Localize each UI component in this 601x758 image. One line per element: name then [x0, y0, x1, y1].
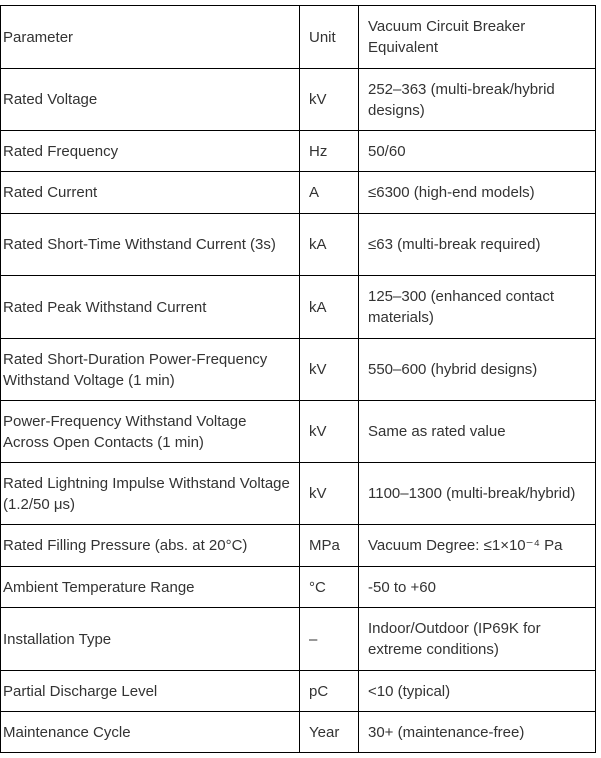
unit-cell: kV — [300, 69, 359, 131]
unit-cell: kV — [300, 463, 359, 525]
table-row — [1, 567, 596, 608]
value-cell: ≤63 (multi-break required) — [359, 214, 596, 276]
unit-cell: – — [300, 608, 359, 671]
unit-cell: kV — [300, 339, 359, 401]
parameter-cell: Power-Frequency Withstand Voltage Across Open Contacts (1 min) — [1, 401, 300, 463]
parameter-cell: Rated Peak Withstand Current — [1, 276, 300, 339]
unit-cell: kA — [300, 276, 359, 339]
parameter-cell: Rated Frequency — [1, 131, 300, 172]
unit-cell: kV — [300, 401, 359, 463]
spec-table — [0, 5, 596, 753]
table-row — [1, 339, 596, 401]
table-header-row — [1, 6, 596, 69]
unit-cell: kA — [300, 214, 359, 276]
value-cell: Indoor/Outdoor (IP69K for extreme conditions) — [359, 608, 596, 671]
header-cell-parameter: Parameter — [1, 6, 300, 69]
unit-cell: °C — [300, 567, 359, 608]
parameter-cell: Rated Current — [1, 172, 300, 214]
table-row — [1, 712, 596, 753]
unit-cell: Hz — [300, 131, 359, 172]
value-cell: -50 to +60 — [359, 567, 596, 608]
value-cell: 550–600 (hybrid designs) — [359, 339, 596, 401]
table-row — [1, 525, 596, 567]
parameter-cell: Maintenance Cycle — [1, 712, 300, 753]
value-cell: 125–300 (enhanced contact materials) — [359, 276, 596, 339]
parameter-cell: Rated Lightning Impulse Withstand Voltage (1.2/50 μs) — [1, 463, 300, 525]
table-row — [1, 463, 596, 525]
table-row — [1, 608, 596, 671]
value-cell: 50/60 — [359, 131, 596, 172]
value-cell: Vacuum Degree: ≤1×10⁻⁴ Pa — [359, 525, 596, 567]
table-row — [1, 69, 596, 131]
value-cell: Same as rated value — [359, 401, 596, 463]
table-row — [1, 276, 596, 339]
table-row — [1, 214, 596, 276]
unit-cell: MPa — [300, 525, 359, 567]
parameter-cell: Ambient Temperature Range — [1, 567, 300, 608]
table-row — [1, 131, 596, 172]
parameter-cell: Rated Filling Pressure (abs. at 20°C) — [1, 525, 300, 567]
table-row — [1, 172, 596, 214]
unit-cell: Year — [300, 712, 359, 753]
value-cell: <10 (typical) — [359, 671, 596, 712]
parameter-cell: Partial Discharge Level — [1, 671, 300, 712]
parameter-cell: Rated Voltage — [1, 69, 300, 131]
value-cell: 252–363 (multi-break/hybrid designs) — [359, 69, 596, 131]
table-row — [1, 671, 596, 712]
header-cell-unit: Unit — [300, 6, 359, 69]
table-row — [1, 401, 596, 463]
unit-cell: A — [300, 172, 359, 214]
parameter-cell: Rated Short-Time Withstand Current (3s) — [1, 214, 300, 276]
parameter-cell: Installation Type — [1, 608, 300, 671]
value-cell: 1100–1300 (multi-break/hybrid) — [359, 463, 596, 525]
parameter-cell: Rated Short-Duration Power-Frequency Withstand Voltage (1 min) — [1, 339, 300, 401]
value-cell: 30+ (maintenance-free) — [359, 712, 596, 753]
header-cell-equivalent: Vacuum Circuit Breaker Equivalent — [359, 6, 596, 69]
unit-cell: pC — [300, 671, 359, 712]
value-cell: ≤6300 (high-end models) — [359, 172, 596, 214]
